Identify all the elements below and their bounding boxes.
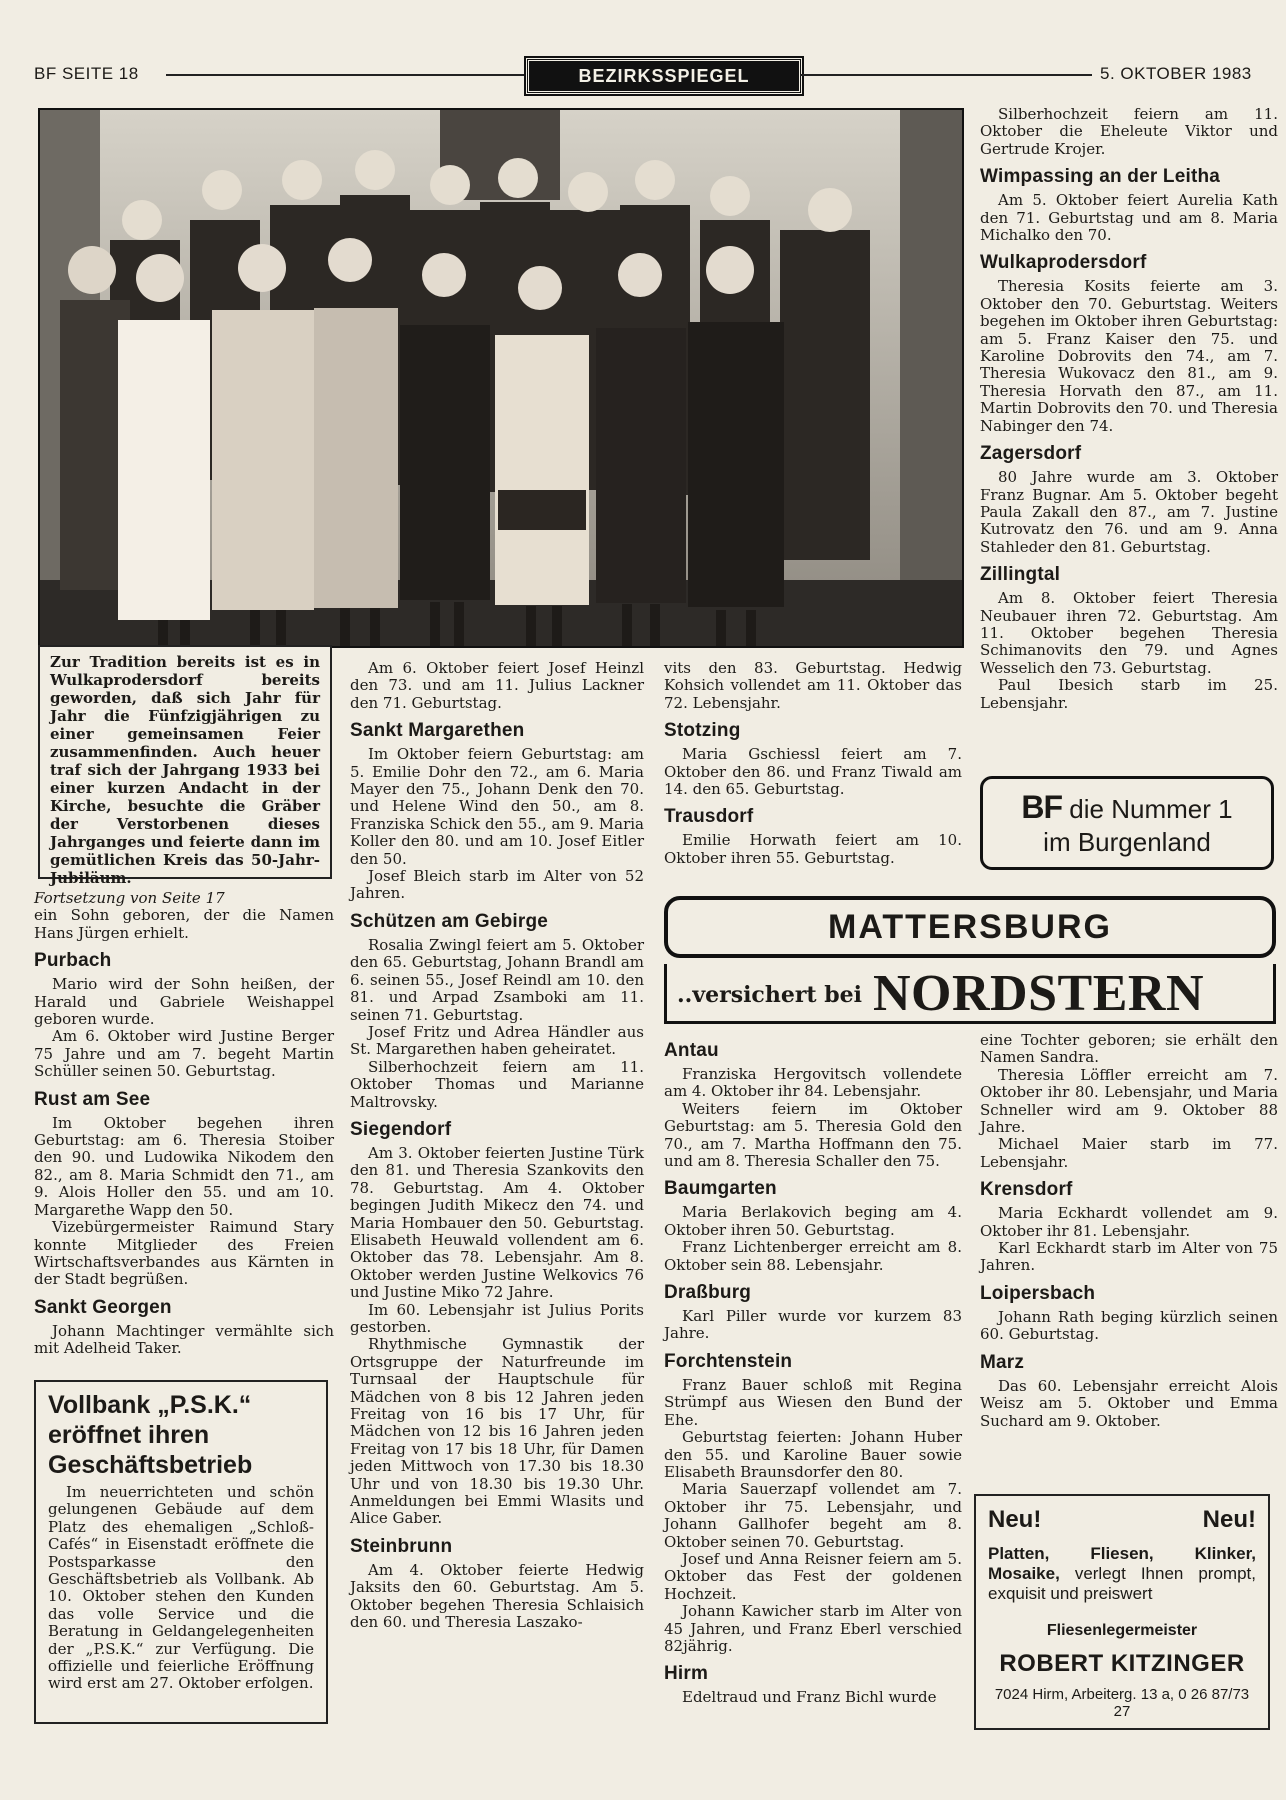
page-header [0, 0, 1286, 100]
paragraph: Maria Sauerzapf vollendet am 7. Oktober ihr 75. Lebensjahr, und Johann Gallhofer begeht am 8. Oktober seinen 70. Geburtstag. [664, 1480, 962, 1551]
paragraph: Emilie Horwath feiert am 10. Oktober ihren 55. Geburtstag. [664, 831, 962, 867]
section-heading-forchtenstein: Forchtenstein [664, 1350, 793, 1372]
paragraph: Vizebürgermeister Raimund Stary konnte Mitglieder des Freien Wirtschaftsverbandes aus Kärnten in der Stadt begrüßen. [34, 1218, 334, 1289]
paragraph: Karl Piller wurde vor kurzem 83 Jahre. [664, 1307, 962, 1343]
paragraph: eine Tochter geboren; sie erhält den Namen Sandra. [980, 1031, 1278, 1067]
paragraph: Im 60. Lebensjahr ist Julius Porits gestorben. [350, 1300, 644, 1336]
bf-tagline-2: im Burgenland [1043, 827, 1211, 857]
paragraph: Im Oktober begehen ihren Geburtstag: am 6. Theresia Stoiber den 90. und Ludowika Nikodem den 82., am 8. Maria Schmidt den 71., am 9. Alois Holler den 55. und am 10. Margarethe Wapp den 50. [34, 1113, 334, 1219]
continuation-note: Fortsetzung von Seite 17 [34, 889, 225, 907]
section-heading-baumgarten: Baumgarten [664, 1178, 777, 1200]
column-2 [350, 660, 644, 1632]
paragraph: Michael Maier starb im 77. Lebensjahr. [980, 1135, 1278, 1171]
nordstern-prefix: ..versichert bei [677, 982, 862, 1008]
group-photo [38, 108, 964, 648]
ad-text [988, 1544, 1256, 1604]
section-heading-krensdorf: Krensdorf [980, 1179, 1073, 1201]
paragraph: Franz Lichtenberger erreicht am 8. Oktober sein 88. Lebensjahr. [664, 1238, 962, 1274]
paragraph: Das 60. Lebensjahr erreicht Alois Weisz am 5. Oktober und Emma Suchard am 9. Oktober. [980, 1376, 1278, 1430]
paragraph: Johann Kawicher starb im Alter von 45 Jahren, und Franz Eberl verschied 82jährig. [664, 1602, 962, 1655]
group-photo-image [40, 110, 962, 646]
paragraph: Josef und Anna Reisner feiern am 5. Oktober das Fest der goldenen Hochzeit. [664, 1549, 962, 1603]
ad-text-rest: verlegt Ihnen prompt, exquisit und preiswert [988, 1564, 1256, 1603]
paragraph: Maria Eckhardt vollendet am 9. Oktober ihr 81. Lebensjahr. [980, 1204, 1278, 1240]
page-number: BF SEITE 18 [34, 64, 139, 83]
paragraph: Josef Fritz und Adrea Händler aus St. Margarethen haben geheiratet. [350, 1022, 644, 1059]
paragraph: Theresia Kosits feierte am 3. Oktober den 70. Geburtstag. Weiters begehen im Oktober ihren Geburtstag: am 5. Franz Kaiser den 75. und Karoline Dobrovits den 74., am 7. Theresia Wukovacz den 81., am 9. Theresia Horvath den 87., am 11. Martin Dobrovits den 70. und Theresia Nabinger den 74. [980, 277, 1278, 435]
paragraph: Silberhochzeit feiern am 11. Oktober Thomas und Marianne Maltrovsky. [350, 1057, 644, 1111]
psk-body: Im neuerrichteten und schön gelungenen Gebäude auf dem Platz des ehemaligen „Schloß-Cafés“ in Eisenstadt eröffnete die Postsparkasse den Geschäftsbetrieb als Vollbank. Ab 10. Oktober stehen den Kunden das volle Service und die Beratung in Geldangelegenheiten der „P.S.K.“ zur Verfügung. Die offizielle und feierliche Eröffnung wird erst am 27. Oktober erfolgen. [48, 1483, 314, 1693]
paragraph: Maria Berlakovich beging am 4. Oktober ihren 50. Geburtstag. [664, 1203, 962, 1239]
column-3-upper [664, 660, 962, 867]
paragraph: vits den 83. Geburtstag. Hedwig Kohsich vollendet am 11. Oktober das 72. Lebensjahr. [664, 659, 962, 712]
paragraph: Franziska Hergovitsch vollendete am 4. Oktober ihr 84. Lebensjahr. [664, 1065, 962, 1101]
nordstern-banner [664, 964, 1276, 1024]
paragraph: Weiters feiern im Oktober Geburtstag: am 5. Theresia Gold den 70., am 7. Martha Hoffmann den 75. und am 8. Theresia Schaller den 75. [664, 1099, 962, 1171]
ad-neu-row [988, 1506, 1256, 1534]
paragraph: Am 8. Oktober feiert Theresia Neubauer ihren 72. Geburtstag. Am 11. Oktober begehen Theresia Schimanovits den 79. und Agnes Wesselich den 73. Geburtstag. [980, 589, 1278, 677]
section-heading-steinbrunn: Steinbrunn [350, 1535, 453, 1557]
paragraph: Edeltraud und Franz Bichl wurde [682, 1688, 937, 1707]
ad-role: Fliesenlegermeister [1046, 1622, 1198, 1639]
column-4-upper [980, 106, 1278, 712]
psk-headline: Vollbank „P.S.K.“ eröffnet ihren Geschäftsbetrieb [48, 1391, 253, 1479]
paragraph: Silberhochzeit feiern am 11. Oktober die Eheleute Viktor und Gertrude Krojer. [980, 105, 1278, 158]
paragraph: Geburtstag feierten: Johann Huber den 55. und Karoline Bauer sowie Elisabeth Braunsdorfer den 80. [664, 1428, 962, 1481]
ad-neu-left: Neu! [988, 1506, 1042, 1533]
bf-promo-box [980, 776, 1274, 870]
section-banner: BEZIRKSSPIEGEL [526, 58, 802, 94]
issue-date: 5. OKTOBER 1983 [1100, 64, 1252, 83]
bf-logo: BF [1021, 789, 1063, 825]
paragraph: Johann Rath beging kürzlich seinen 60. Geburtstag. [980, 1307, 1278, 1344]
section-heading-wimpassing: Wimpassing an der Leitha [980, 166, 1221, 188]
photo-caption: Zur Tradition bereits ist es in Wulkaprodersdorf bereits geworden, daß sich Jahr für Jahr die Fünfzigjährigen zu einer gemeinsamen Feier zusammenfinden. Auch heuer traf sich der Jahrgang 1933 bei einer kurzen Andacht in der Kirche, besuchte die Gräber der Verstorbenen dieses Jahrganges und feierte dann im gemütlichen Kreis das 50-Jahr-Jubiläum. [38, 645, 332, 879]
section-heading-sankt-georgen: Sankt Georgen [34, 1296, 172, 1318]
section-heading-loipersbach: Loipersbach [980, 1282, 1096, 1304]
section-heading-drassburg: Draßburg [664, 1282, 752, 1304]
section-heading-schuetzen: Schützen am Gebirge [350, 910, 549, 932]
ad-address: 7024 Hirm, Arbeiterg. 13 a, 0 26 87/73 27 [994, 1686, 1250, 1720]
section-heading-sankt-margarethen: Sankt Margarethen [350, 720, 525, 742]
paragraph: Am 5. Oktober feiert Aurelia Kath den 71. Geburtstag und am 8. Maria Michalko den 70. [980, 191, 1278, 245]
paragraph: Im Oktober feiern Geburtstag: am 5. Emilie Dohr den 72., am 6. Maria Mayer den 75., Johann Denk den 70. und Helene Wind den 50., am 8. Franziska Schick den 55., am 9. Maria Koller den 80. und am 10. Josef Eitler den 50. [350, 745, 644, 868]
paragraph: Rosalia Zwingl feiert am 5. Oktober den 65. Geburtstag, Johann Brandl am 6. seinen 55., Josef Reindl am 10. den 81. und Arpad Zsamboki am 11. seinen 71. Geburtstag. [350, 935, 644, 1024]
ad-text-bold: Platten, Fliesen, Klinker, Mosaike, [988, 1544, 1256, 1583]
ad-company-name: ROBERT KITZINGER [999, 1650, 1245, 1677]
section-heading-siegendorf: Siegendorf [350, 1118, 452, 1140]
section-heading-hirm: Hirm [664, 1663, 709, 1685]
section-heading-trausdorf: Trausdorf [664, 806, 754, 828]
paragraph: Josef Bleich starb im Alter von 52 Jahren. [350, 867, 644, 903]
paragraph: Am 6. Oktober wird Justine Berger 75 Jahre und am 7. begeht Martin Schüller seinen 50. Geburtstag. [34, 1027, 334, 1081]
paragraph: Franz Bauer schloß mit Regina Strümpf aus Wiesen den Bund der Ehe. [664, 1375, 962, 1429]
paragraph: Am 3. Oktober feierten Justine Türk den 81. und Theresia Szankovits den 78. Geburtstag. Am 4. Oktober begingen Judith Mikecz den 74. und Maria Hombauer den 50. Geburtstag. Elisabeth Heuwald vollendent am 6. Oktober das 78. Lebensjahr. Am 8. Oktober werden Justine Welkovics 76 und Justine Miko 72 Jahre. [350, 1143, 644, 1302]
mattersburg-banner: MATTERSBURG [664, 896, 1276, 958]
paragraph: Mario wird der Sohn heißen, der Harald und Gabriele Weishappel geboren wurde. [34, 975, 334, 1029]
psk-article-box [34, 1380, 328, 1724]
paragraph: Paul Ibesich starb im 25. Lebensjahr. [980, 676, 1278, 712]
column-1 [34, 890, 334, 1358]
paragraph: Maria Gschiessl feiert am 7. Oktober den 86. und Franz Tiwald am 14. den 65. Geburtstag. [664, 745, 962, 799]
paragraph: Karl Eckhardt starb im Alter von 75 Jahren. [980, 1239, 1278, 1275]
section-heading-antau: Antau [664, 1040, 719, 1061]
section-heading-stotzing: Stotzing [664, 720, 741, 742]
section-heading-rust: Rust am See [34, 1088, 151, 1110]
column-3-lower [664, 1032, 962, 1707]
section-heading-marz: Marz [980, 1351, 1025, 1373]
header-rule [800, 74, 1092, 76]
paragraph: Rhythmische Gymnastik der Ortsgruppe der Naturfreunde im Turnsaal der Hauptschule für Mädchen von 8 bis 12 Jahren jeden Freitag von 16 bis 17 Uhr, für Mädchen von 12 bis 16 Jahren jeden Freitag von 17 bis 18 Uhr, für Damen jeden Mittwoch von 17.30 bis 18.30 Uhr und von 18.30 bis 19.30 Uhr. Anmeldungen bei Emmi Wlasits und Alice Gaber. [350, 1335, 644, 1528]
tiler-advertisement [974, 1494, 1270, 1730]
column-4-lower [980, 1032, 1278, 1430]
paragraph: Theresia Löffler erreicht am 7. Oktober ihr 80. Lebensjahr, und Maria Schneller wird am 9. Oktober 88 Jahre. [980, 1065, 1278, 1137]
section-heading-zagersdorf: Zagersdorf [980, 443, 1082, 465]
nordstern-logo: NORDSTERN [873, 965, 1204, 1022]
section-heading-zillingtal: Zillingtal [980, 564, 1061, 586]
section-heading-purbach: Purbach [34, 950, 112, 972]
paragraph: Am 6. Oktober feiert Josef Heinzl den 73. und am 11. Julius Lackner den 71. Geburtstag. [350, 659, 644, 712]
paragraph: Am 4. Oktober feierte Hedwig Jaksits den 60. Geburtstag. Am 5. Oktober begehen Theresia Schlaisich den 60. und Theresia Laszako- [350, 1560, 644, 1632]
paragraph: 80 Jahre wurde am 3. Oktober Franz Bugnar. Am 5. Oktober begeht Paula Zakall den 87., am 7. Justine Kutrovatz den 76. und am 9. Anna Stahleder den 81. Geburtstag. [980, 468, 1278, 556]
bf-tagline-1: die Nummer 1 [1069, 794, 1233, 824]
paragraph: Johann Machtinger vermählte sich mit Adelheid Taker. [34, 1321, 334, 1358]
header-rule [166, 74, 526, 76]
ad-neu-right: Neu! [1202, 1506, 1256, 1533]
section-heading-wulkaprodersdorf: Wulkaprodersdorf [980, 252, 1147, 274]
paragraph: ein Sohn geboren, der die Namen Hans Jürgen erhielt. [34, 906, 334, 942]
